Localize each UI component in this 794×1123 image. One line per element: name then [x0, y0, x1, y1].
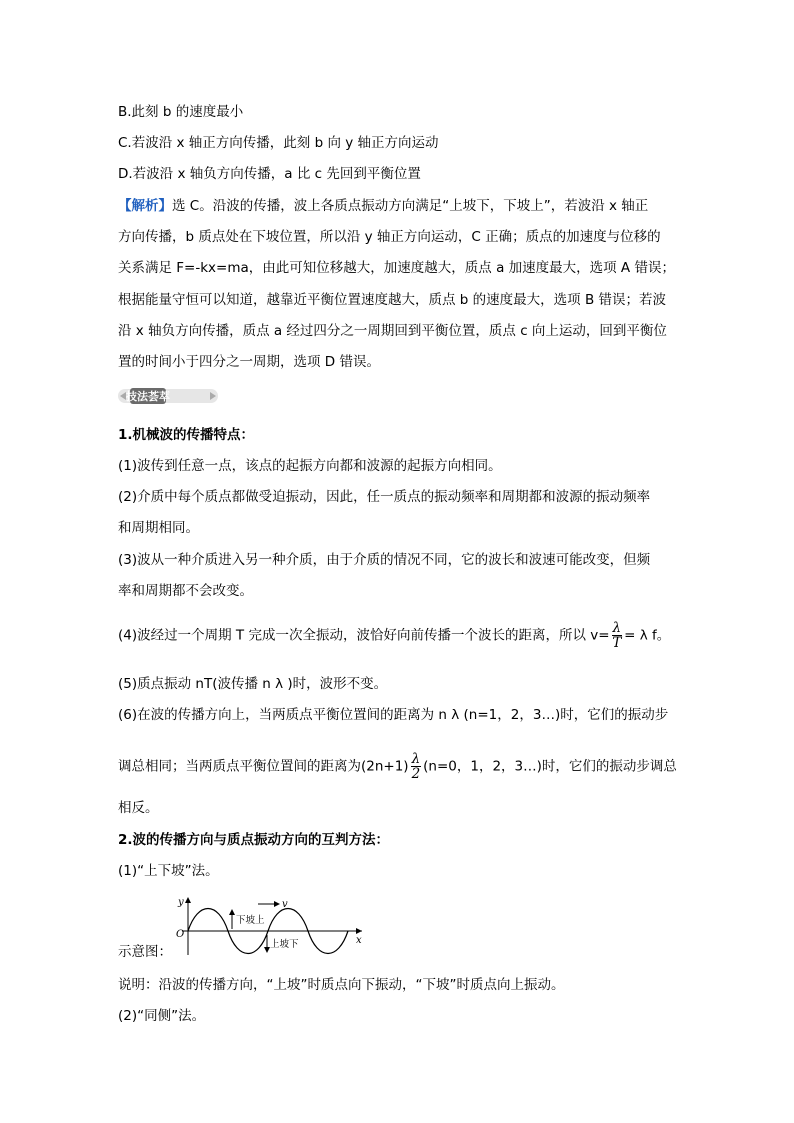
section1-point-2a: (2)介质中每个质点都做受迫振动，因此，任一质点的振动频率和周期都和波源的振动频率	[118, 489, 651, 505]
diagram-y-label: y	[178, 897, 184, 908]
section1-title: 1.机械波的传播特点：	[118, 427, 255, 443]
analysis-line-3: 关系满足 F=-kx=ma，由此可知位移越大，加速度越大，质点 a 加速度最大，选项 A 错误；	[118, 260, 675, 276]
diagram-x-label: x	[356, 935, 362, 946]
fraction-lambda-over-2: $\frac{\lambda}{2}$	[411, 751, 421, 782]
section1-point-5: (5)质点振动 nT(波传播 n λ )时，波形不变。	[118, 676, 388, 692]
section1-point-6c: 相反。	[118, 800, 159, 816]
section2-note: 说明：沿波的传播方向，“上坡”时质点向下振动，“下坡”时质点向上振动。	[118, 977, 565, 993]
analysis-line-2: 方向传播，b 质点处在下坡位置，所以沿 y 轴正方向运动，C 正确；质点的加速度与位移的	[118, 229, 661, 245]
option-b: B.此刻 b 的速度最小	[118, 104, 244, 120]
diagram-velocity-label: v	[282, 899, 288, 910]
section2-method-2: (2)“同侧”法。	[118, 1008, 206, 1024]
analysis-line-5: 沿 x 轴负方向传播，质点 a 经过四分之一周期回到平衡位置，质点 c 向上运动，回到平衡位	[118, 323, 667, 339]
tips-badge-text: 技法荟萃	[126, 390, 170, 403]
section1-point-1: (1)波传到任意一点，该点的起振方向都和波源的起振方向相同。	[118, 458, 502, 474]
section1-point-2b: 和周期相同。	[118, 520, 199, 536]
section2-method-1: (1)“上下坡”法。	[118, 863, 219, 879]
option-c: C.若波沿 x 轴正方向传播，此刻 b 向 y 轴正方向运动	[118, 135, 439, 151]
wave-diagram	[170, 895, 370, 957]
diagram-upslope-label: 上坡下	[270, 939, 299, 950]
diagram-caption: 示意图：	[118, 944, 172, 960]
analysis-line-6: 置的时间小于四分之一周期，选项 D 错误。	[118, 354, 380, 370]
diagram-downslope-label: 下坡上	[236, 915, 265, 926]
tips-badge	[118, 386, 218, 406]
section1-point-4: (4)波经过一个周期 T 完成一次全振动，波恰好向前传播一个波长的距离，所以 v= $\frac{\lambda}{T}$ = λ f。	[118, 620, 671, 651]
analysis-tag: 【解析】	[118, 198, 172, 214]
section1-point-3b: 率和周期都不会改变。	[118, 583, 253, 599]
section1-point-6b: 调总相同；当两质点平衡位置间的距离为(2n+1) $\frac{\lambda}{2}$ (n=0，1，2，3…)时，它们的振动步调总	[118, 751, 677, 782]
section1-point-3a: (3)波从一种介质进入另一种介质，由于介质的情况不同，它的波长和波速可能改变，但频	[118, 552, 651, 568]
diagram-origin-label: O	[176, 929, 185, 940]
option-d: D.若波沿 x 轴负方向传播，a 比 c 先回到平衡位置	[118, 166, 421, 182]
analysis-line-4: 根据能量守恒可以知道，越靠近平衡位置速度越大，质点 b 的速度最大，选项 B 错误；若波	[118, 292, 666, 308]
fraction-lambda-over-t: $\frac{\lambda}{T}$	[612, 620, 622, 651]
analysis-line-1: 【解析】选 C。沿波的传播，波上各质点振动方向满足“上坡下，下坡上”，若波沿 x 轴正	[118, 198, 649, 214]
section2-title: 2.波的传播方向与质点振动方向的互判方法：	[118, 832, 390, 848]
section1-point-6a: (6)在波的传播方向上，当两质点平衡位置间的距离为 n λ (n=1，2，3…)时，它们的振动步	[118, 707, 669, 723]
